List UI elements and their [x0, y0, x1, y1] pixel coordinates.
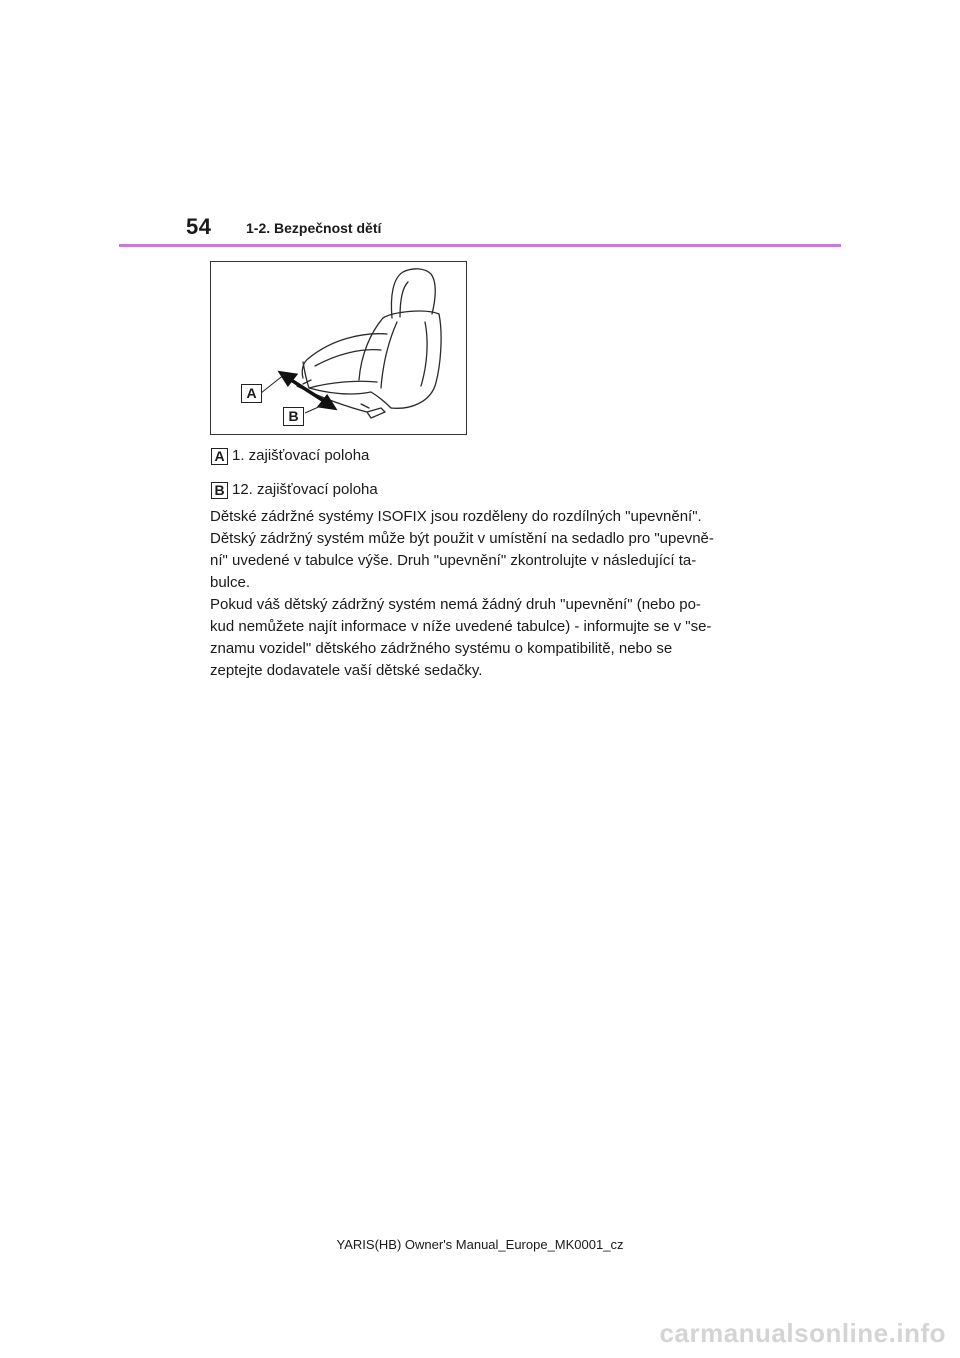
legend-item-b — [211, 480, 378, 500]
body-line: kud nemůžete najít informace v níže uvedené tabulce) - informujte se v "se- — [210, 618, 712, 635]
body-line: Pokud váš dětský zádržný systém nemá žádný druh "upevnění" (nebo po- — [210, 596, 701, 613]
body-line: Dětské zádržné systémy ISOFIX jsou rozděleny do rozdílných "upevnění". — [210, 508, 702, 525]
body-line: Dětský zádržný systém může být použit v umístění na sedadlo pro "upevně- — [210, 530, 714, 547]
watermark: carmanualsonline.info — [659, 1318, 946, 1348]
legend-text-a: 1. zajišťovací poloha — [232, 447, 370, 464]
figure-label-b: B — [283, 407, 304, 426]
footer-manual-id: YARIS(HB) Owner's Manual_Europe_MK0001_cz — [336, 1237, 624, 1252]
body-line: ní" uvedené v tabulce výše. Druh "upevnění" zkontrolujte v následující ta- — [210, 552, 697, 569]
body-line: bulce. — [210, 574, 251, 591]
section-title: 1-2. Bezpečnost dětí — [246, 220, 382, 236]
seat-illustration — [211, 262, 466, 434]
header-rule — [119, 244, 841, 247]
legend-text-b: 12. zajišťovací poloha — [232, 481, 378, 498]
body-line: zeptejte dodavatele vaší dětské sedačky. — [210, 662, 483, 679]
seat-figure — [210, 261, 467, 435]
body-line: znamu vozidel" dětského zádržného systému o kompatibilitě, nebo se — [210, 640, 673, 657]
body-text — [210, 506, 770, 682]
page-number: 54 — [186, 214, 212, 239]
legend-key-b: B — [211, 482, 228, 499]
legend-key-a: A — [211, 448, 228, 465]
legend-item-a — [211, 446, 369, 466]
figure-label-a: A — [241, 384, 262, 403]
